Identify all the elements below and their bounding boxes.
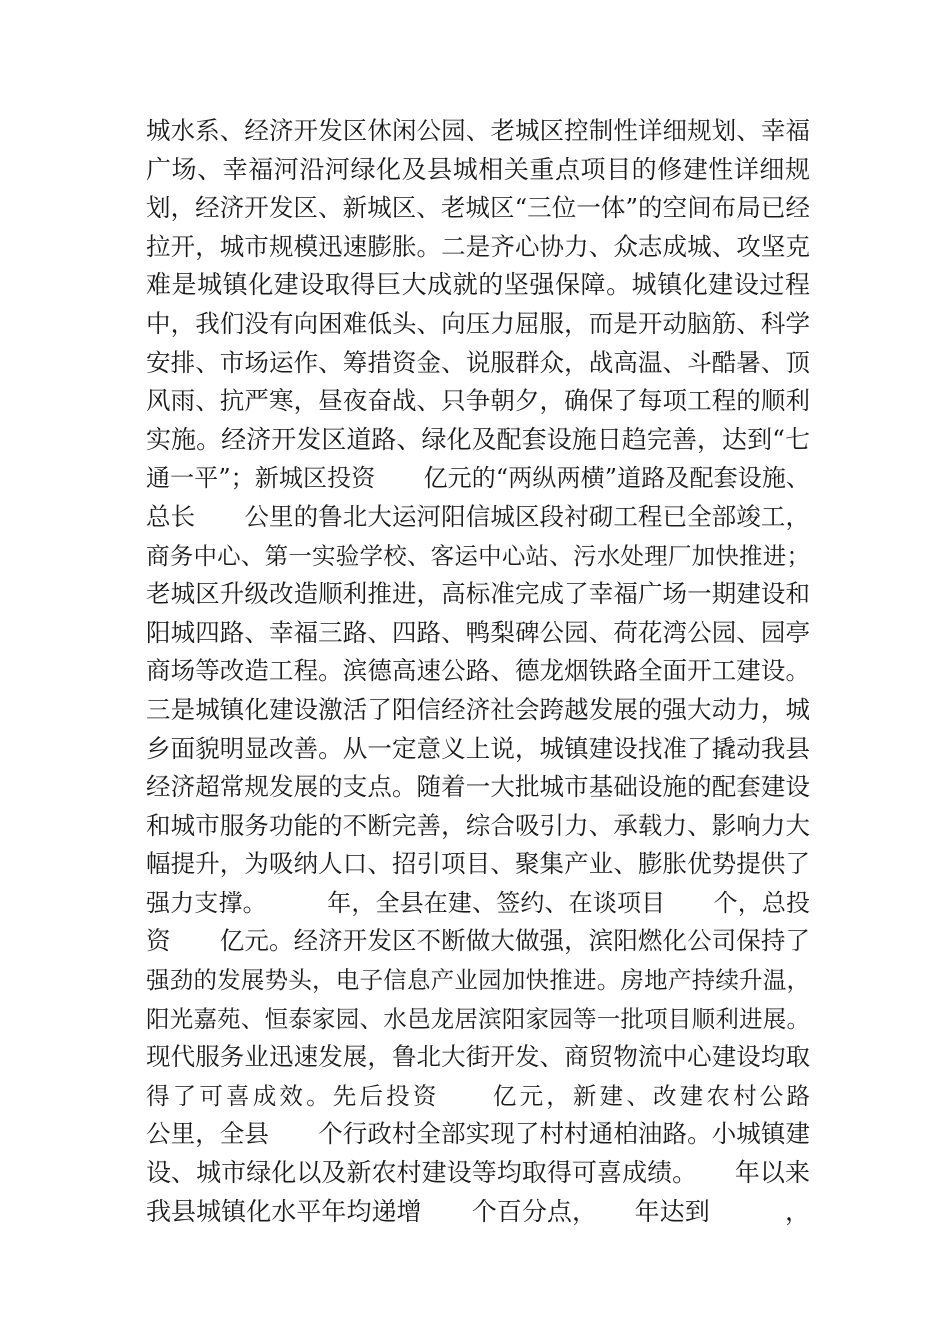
text-line: 阳城四路、幸福三路、四路、鸭梨碑公园、荷花湾公园、园亭	[146, 617, 810, 647]
text-line: 广场、幸福河沿河绿化及县城相关重点项目的修建性详细规	[146, 154, 810, 184]
body-paragraph	[146, 112, 881, 1231]
text-line: 商务中心、第一实验学校、客运中心站、污水处理厂加快推进；	[146, 541, 810, 570]
text-line: 经济超常规发展的支点。随着一大批城市基础设施的配套建设	[146, 772, 810, 802]
text-line: 实施。经济开发区道路、绿化及配套设施日趋完善，达到“七	[146, 424, 810, 454]
text-line: 风雨、抗严寒，昼夜奋战、只争朝夕，确保了每项工程的顺利	[146, 386, 810, 416]
text-line: 设、城市绿化以及新农村建设等均取得可喜成绩。 年以来	[146, 1158, 810, 1188]
text-line: 商场等改造工程。滨德高速公路、德龙烟铁路全面开工建设。	[146, 656, 810, 686]
text-line: 三是城镇化建设激活了阳信经济社会跨越发展的强大动力，城	[146, 694, 810, 724]
text-line: 划，经济开发区、新城区、老城区“三位一体”的空间布局已经	[146, 193, 810, 223]
text-line: 老城区升级改造顺利推进，高标准完成了幸福广场一期建设和	[146, 579, 810, 609]
text-line: 阳光嘉苑、恒泰家园、水邑龙居滨阳家园等一批项目顺利进展。	[146, 1004, 810, 1033]
text-line: 难是城镇化建设取得巨大成就的坚强保障。城镇化建设过程	[146, 270, 810, 300]
text-line: 强劲的发展势头，电子信息产业园加快推进。房地产持续升温，	[146, 966, 810, 995]
text-line: 中，我们没有向困难低头、向压力屈服，而是开动脑筋、科学	[146, 308, 810, 338]
text-line: 乡面貌明显改善。从一定意义上说，城镇建设找准了撬动我县	[146, 733, 810, 763]
text-line: 我县城镇化水平年均递增 个百分点， 年达到 ，	[146, 1196, 810, 1226]
text-line: 安排、市场运作、筹措资金、说服群众，战高温、斗酷暑、顶	[146, 347, 810, 377]
text-line: 和城市服务功能的不断完善，综合吸引力、承载力、影响力大	[146, 810, 810, 840]
text-line: 资 亿元。经济开发区不断做大做强，滨阳燃化公司保持了	[146, 926, 810, 956]
text-line: 公里，全县 个行政村全部实现了村村通柏油路。小城镇建	[146, 1119, 810, 1149]
text-line: 通一平”；新城区投资 亿元的“两纵两横”道路及配套设施、	[146, 464, 810, 493]
text-line: 得了可喜成效。先后投资 亿元，新建、改建农村公路	[146, 1081, 881, 1110]
text-line: 城水系、经济开发区休闲公园、老城区控制性详细规划、幸福	[146, 116, 810, 145]
text-line: 拉开，城市规模迅速膨胀。二是齐心协力、众志成城、攻坚克	[146, 231, 810, 261]
text-line: 现代服务业迅速发展，鲁北大街开发、商贸物流中心建设均取	[146, 1042, 810, 1072]
text-line: 强力支撑。 年，全县在建、签约、在谈项目 个，总投	[146, 888, 810, 917]
text-line: 幅提升，为吸纳人口、招引项目、聚集产业、膨胀优势提供了	[146, 849, 810, 879]
text-line: 总长 公里的鲁北大运河阳信城区段衬砌工程已全部竣工，	[146, 501, 810, 531]
